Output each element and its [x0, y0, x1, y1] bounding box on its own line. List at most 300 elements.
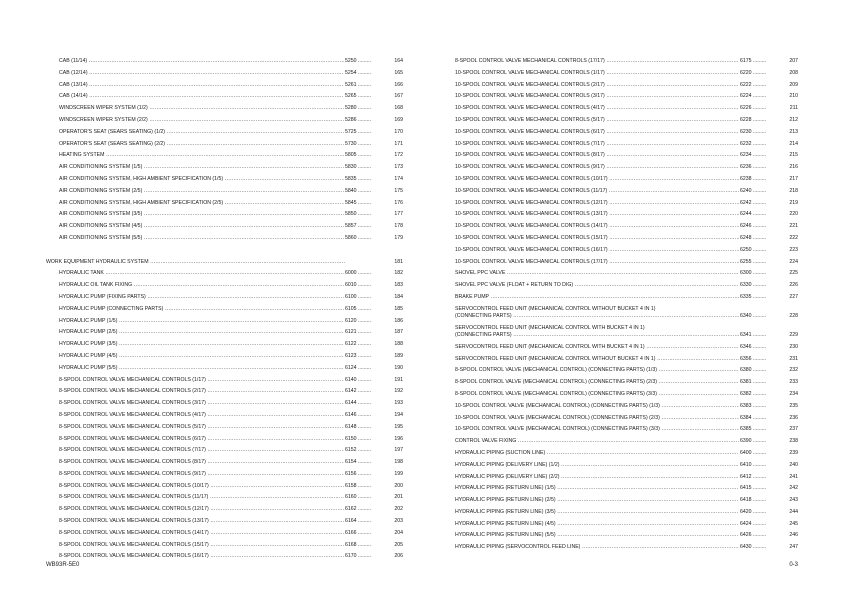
toc-entry[interactable] — [59, 303, 403, 315]
toc-entry-title: OPERATOR'S SEAT (SEARS SEATING) (1/2) ..... — [59, 129, 345, 135]
toc-entry-page: 215 — [784, 152, 798, 158]
toc-entry-page: 169 — [389, 117, 403, 123]
toc-entry-title: 8-SPOOL CONTROL VALVE MECHANICAL CONTROLS (16/17) ..... — [59, 553, 345, 559]
toc-entry[interactable] — [59, 114, 403, 126]
toc-entry[interactable] — [59, 291, 403, 303]
toc-entry-page: 201 — [389, 494, 403, 500]
toc-entry-title: SERVOCONTROL FEED UNIT (MECHANICAL CONTROL WITH BUCKET 4 IN 1) ..... — [455, 344, 740, 350]
toc-entry-title: 8-SPOOL CONTROL VALVE MECHANICAL CONTROLS (13/17) ..... — [59, 518, 345, 524]
toc-entry-page: 203 — [389, 518, 403, 524]
toc-entry[interactable] — [59, 338, 403, 350]
toc-entry-code: 6150 ..... — [344, 436, 371, 442]
toc-entry-page: 197 — [389, 447, 403, 453]
toc-entry-page: 177 — [389, 211, 403, 217]
toc-entry[interactable] — [455, 185, 798, 197]
toc-entry[interactable] — [59, 527, 403, 539]
toc-entry-page: 187 — [389, 329, 403, 335]
toc-entry-code: 6156 ..... — [344, 471, 371, 477]
toc-entry-code: 6335 ..... — [739, 294, 766, 300]
toc-entry-page: 206 — [389, 553, 403, 559]
toc-entry-code: 5250 ..... — [344, 58, 371, 64]
toc-entry-code: 6228 ..... — [739, 117, 766, 123]
toc-entry[interactable] — [46, 256, 403, 268]
toc-entry-page: 172 — [389, 152, 403, 158]
toc-entry-page: 165 — [389, 70, 403, 76]
toc-entry-title: 10-SPOOL CONTROL VALVE MECHANICAL CONTROLS (10/17) ..... — [455, 176, 740, 182]
toc-entry[interactable] — [59, 90, 403, 102]
toc-entry[interactable] — [59, 468, 403, 480]
toc-entry-title: SHOVEL PPC VALVE (FLOAT + RETURN TO DIG) ..... — [455, 282, 740, 288]
toc-entry-page: 221 — [784, 223, 798, 229]
toc-entry-code: 6412 ..... — [739, 474, 766, 480]
toc-entry-title: 10-SPOOL CONTROL VALVE MECHANICAL CONTROLS (5/17) ..... — [455, 117, 740, 123]
toc-entry-page: 192 — [389, 388, 403, 394]
toc-entry-code: 6246 ..... — [739, 223, 766, 229]
toc-entry-code: 5261 ..... — [344, 82, 371, 88]
toc-entry-page: 224 — [784, 259, 798, 265]
toc-entry-title: 8-SPOOL CONTROL VALVE MECHANICAL CONTROLS (8/17) ..... — [59, 459, 345, 465]
toc-entry-code: 6146 ..... — [344, 412, 371, 418]
toc-entry[interactable] — [455, 161, 798, 173]
toc-entry-page: 194 — [389, 412, 403, 418]
toc-entry-page: 234 — [784, 391, 798, 397]
toc-entry-code: 6418 ..... — [739, 497, 766, 503]
toc-entry-title: 8-SPOOL CONTROL VALVE (MECHANICAL CONTROL) (CONNECTING PARTS) (1/3) ..... — [455, 367, 740, 373]
toc-entry-page: 233 — [784, 379, 798, 385]
toc-entry[interactable] — [59, 350, 403, 362]
toc-entry-title: WINDSCREEN WIPER SYSTEM (2/2) ..... — [59, 117, 345, 123]
toc-entry-page: 238 — [784, 438, 798, 444]
toc-entry-page: 227 — [784, 294, 798, 300]
toc-entry[interactable] — [455, 208, 798, 220]
toc-entry-page: 247 — [784, 544, 798, 550]
toc-entry-title: AIR CONDITIONING SYSTEM (3/5) ..... — [59, 211, 345, 217]
toc-entry[interactable] — [59, 409, 403, 421]
toc-entry-code: 6382 ..... — [739, 391, 766, 397]
toc-entry[interactable] — [455, 435, 798, 447]
toc-entry-page: 218 — [784, 188, 798, 194]
toc-entry-page: 211 — [784, 105, 798, 111]
toc-entry-page: 232 — [784, 367, 798, 373]
toc-entry-title: SHOVEL PPC VALVE ..... — [455, 270, 740, 276]
toc-entry[interactable] — [59, 397, 403, 409]
toc-entry-code: 6166 ..... — [344, 530, 371, 536]
toc-entry[interactable] — [455, 447, 798, 459]
toc-entry-page: 245 — [784, 521, 798, 527]
toc-entry[interactable] — [455, 114, 798, 126]
toc-entry[interactable] — [455, 279, 798, 291]
toc-entry-page: 199 — [389, 471, 403, 477]
toc-entry-title: 10-SPOOL CONTROL VALVE MECHANICAL CONTROLS (2/17) ..... — [455, 82, 740, 88]
toc-entry-code: 5254 ..... — [344, 70, 371, 76]
toc-entry-title-continued: (CONNECTING PARTS) ..... — [455, 332, 740, 338]
toc-entry-page: 236 — [784, 415, 798, 421]
toc-entry[interactable] — [59, 102, 403, 114]
toc-entry[interactable] — [455, 291, 798, 303]
toc-entry[interactable] — [455, 364, 798, 376]
toc-entry-title: HYDRAULIC PUMP (2/5) ..... — [59, 329, 345, 335]
toc-entry[interactable] — [455, 494, 798, 506]
toc-entry-title: 8-SPOOL CONTROL VALVE MECHANICAL CONTROLS (9/17) ..... — [59, 471, 345, 477]
toc-entry[interactable] — [455, 232, 798, 244]
toc-entry[interactable] — [59, 503, 403, 515]
toc-entry[interactable] — [455, 506, 798, 518]
toc-entry-code: 6380 ..... — [739, 367, 766, 373]
toc-entry-page: 184 — [389, 294, 403, 300]
toc-entry[interactable] — [59, 149, 403, 161]
toc-entry-title: BRAKE PUMP ..... — [455, 294, 740, 300]
toc-entry-page: 207 — [784, 58, 798, 64]
toc-entry-code: 6248 ..... — [739, 235, 766, 241]
toc-entry-title: AIR CONDITIONING SYSTEM, HIGH AMBIENT SPECIFICATION (2/5) ..... — [59, 200, 345, 206]
toc-entry-title: SERVOCONTROL FEED UNIT (MECHANICAL CONTROL WITH BUCKET 4 IN 1) — [455, 324, 645, 331]
toc-entry-title: CAB (14/14) ..... — [59, 93, 345, 99]
toc-entry-code: 6381 ..... — [739, 379, 766, 385]
toc-entry-page: 174 — [389, 176, 403, 182]
toc-entry-code: 6148 ..... — [344, 424, 371, 430]
toc-entry-title: HYDRAULIC TANK ..... — [59, 270, 345, 276]
toc-entry-code: 6175 ..... — [739, 58, 766, 64]
toc-entry-page: 237 — [784, 426, 798, 432]
toc-right-column — [455, 55, 798, 553]
toc-entry-code: 6420 ..... — [739, 509, 766, 515]
toc-entry[interactable] — [455, 197, 798, 209]
toc-entry-title: HYDRAULIC PUMP (4/5) ..... — [59, 353, 345, 359]
toc-entry-code: 6105 ..... — [344, 306, 371, 312]
toc-entry-code: 6415 ..... — [739, 485, 766, 491]
toc-entry-title: 10-SPOOL CONTROL VALVE MECHANICAL CONTROLS (15/17) ..... — [455, 235, 740, 241]
toc-entry[interactable] — [455, 267, 798, 279]
toc-entry-code: 6142 ..... — [344, 388, 371, 394]
toc-entry-title: AIR CONDITIONING SYSTEM (4/5) ..... — [59, 223, 345, 229]
toc-entry-title: 10-SPOOL CONTROL VALVE MECHANICAL CONTROLS (7/17) ..... — [455, 141, 740, 147]
toc-entry[interactable] — [455, 149, 798, 161]
toc-entry-code: 6122 ..... — [344, 341, 371, 347]
toc-entry-title: 8-SPOOL CONTROL VALVE MECHANICAL CONTROLS (2/17) ..... — [59, 388, 345, 394]
toc-entry-page: 170 — [389, 129, 403, 135]
toc-entry-code: 5845 ..... — [344, 200, 371, 206]
toc-entry-code: 6341 ..... — [739, 332, 766, 338]
toc-entry[interactable] — [59, 267, 403, 279]
toc-entry-page: 229 — [784, 332, 798, 338]
toc-entry-code: 6226 ..... — [739, 105, 766, 111]
toc-entry-title: AIR CONDITIONING SYSTEM (5/5) ..... — [59, 235, 345, 241]
toc-entry-code: 5286 ..... — [344, 117, 371, 123]
toc-entry-code: 6238 ..... — [739, 176, 766, 182]
toc-entry-code: 6230 ..... — [739, 129, 766, 135]
toc-entry-code: 5265 ..... — [344, 93, 371, 99]
toc-entry-page: 242 — [784, 485, 798, 491]
toc-entry-title: 8-SPOOL CONTROL VALVE MECHANICAL CONTROLS (14/17) ..... — [59, 530, 345, 536]
toc-entry-title: AIR CONDITIONING SYSTEM (1/5) ..... — [59, 164, 345, 170]
toc-entry-page: 246 — [784, 532, 798, 538]
toc-entry-title: AIR CONDITIONING SYSTEM, HIGH AMBIENT SPECIFICATION (1/5) ..... — [59, 176, 345, 182]
toc-entry[interactable] — [455, 412, 798, 424]
toc-entry-code: 6158 ..... — [344, 483, 371, 489]
toc-entry[interactable] — [455, 244, 798, 256]
toc-entry-code: 6330 ..... — [739, 282, 766, 288]
toc-entry[interactable] — [59, 480, 403, 492]
toc-entry[interactable] — [455, 256, 798, 268]
toc-entry-code: 6242 ..... — [739, 200, 766, 206]
toc-entry-page: 173 — [389, 164, 403, 170]
toc-entry-title: 8-SPOOL CONTROL VALVE MECHANICAL CONTROLS (12/17) ..... — [59, 506, 345, 512]
toc-entry-code: 6123 ..... — [344, 353, 371, 359]
toc-entry-code: 5805 ..... — [344, 152, 371, 158]
toc-entry-page: 189 — [389, 353, 403, 359]
toc-entry[interactable] — [59, 55, 403, 67]
toc-entry-page: 178 — [389, 223, 403, 229]
toc-entry-title-continued: (CONNECTING PARTS) ..... — [455, 313, 740, 319]
toc-entry[interactable] — [455, 388, 798, 400]
toc-entry-code: 6244 ..... — [739, 211, 766, 217]
toc-entry-page: 195 — [389, 424, 403, 430]
toc-entry-title: CAB (12/14) ..... — [59, 70, 345, 76]
toc-entry-page: 228 — [784, 313, 798, 319]
toc-entry-code: 6255 ..... — [739, 259, 766, 265]
toc-entry[interactable] — [59, 421, 403, 433]
toc-entry[interactable] — [59, 315, 403, 327]
toc-entry-title: 8-SPOOL CONTROL VALVE (MECHANICAL CONTROL) (CONNECTING PARTS) (3/3) ..... — [455, 391, 740, 397]
toc-entry-code: 6162 ..... — [344, 506, 371, 512]
toc-entry-code: 6124 ..... — [344, 365, 371, 371]
toc-entry[interactable] — [59, 515, 403, 527]
toc-entry[interactable] — [455, 79, 798, 91]
toc-entry-code: 6010 ..... — [344, 282, 371, 288]
toc-entry-title: HYDRAULIC PIPING (RETURN LINE) (1/5) ..... — [455, 485, 740, 491]
toc-entry-title: HYDRAULIC PIPING (DELIVERY LINE) (2/2) ..... — [455, 474, 740, 480]
toc-entry[interactable] — [455, 471, 798, 483]
toc-entry-code: 6152 ..... — [344, 447, 371, 453]
toc-entry-title: HYDRAULIC PUMP (CONNECTING PARTS) ..... — [59, 306, 345, 312]
toc-entry-title: WORK EQUIPMENT HYDRAULIC SYSTEM ..... — [46, 259, 345, 265]
toc-entry[interactable] — [455, 400, 798, 412]
toc-entry[interactable] — [59, 444, 403, 456]
toc-entry-title: HYDRAULIC PIPING (RETURN LINE) (5/5) ..... — [455, 532, 740, 538]
toc-entry-title: 8-SPOOL CONTROL VALVE MECHANICAL CONTROLS (3/17) ..... — [59, 400, 345, 406]
toc-entry[interactable] — [59, 173, 403, 185]
toc-entry[interactable] — [59, 208, 403, 220]
toc-entry[interactable] — [59, 491, 403, 503]
toc-entry[interactable] — [455, 341, 798, 353]
toc-entry[interactable] — [59, 456, 403, 468]
toc-entry-title: 10-SPOOL CONTROL VALVE MECHANICAL CONTROLS (6/17) ..... — [455, 129, 740, 135]
toc-entry-page: 168 — [389, 105, 403, 111]
toc-entry-title: 10-SPOOL CONTROL VALVE MECHANICAL CONTROLS (12/17) ..... — [455, 200, 740, 206]
toc-entry[interactable] — [455, 529, 798, 541]
toc-entry-title: 10-SPOOL CONTROL VALVE MECHANICAL CONTROLS (14/17) ..... — [455, 223, 740, 229]
toc-entry-page: 196 — [389, 436, 403, 442]
toc-entry[interactable] — [455, 138, 798, 150]
toc-entry-title: 8-SPOOL CONTROL VALVE MECHANICAL CONTROLS (17/17) ..... — [455, 58, 740, 64]
toc-entry[interactable] — [59, 185, 403, 197]
toc-entry-page: 231 — [784, 356, 798, 362]
toc-entry[interactable] — [455, 541, 798, 553]
toc-entry[interactable] — [59, 138, 403, 150]
toc-entry[interactable] — [455, 173, 798, 185]
toc-entry-page: 243 — [784, 497, 798, 503]
toc-entry-code: 6164 ..... — [344, 518, 371, 524]
toc-entry-title: HYDRAULIC PIPING (SUCTION LINE) ..... — [455, 450, 740, 456]
toc-entry-page: 185 — [389, 306, 403, 312]
toc-entry-page: 209 — [784, 82, 798, 88]
toc-entry-page: 182 — [389, 270, 403, 276]
toc-entry-code: 5857 ..... — [344, 223, 371, 229]
toc-entry[interactable] — [455, 376, 798, 388]
toc-entry[interactable] — [455, 102, 798, 114]
toc-entry-title: HYDRAULIC PIPING (DELIVERY LINE) (1/2) ..... — [455, 462, 740, 468]
toc-entry-page: 230 — [784, 344, 798, 350]
toc-entry-code: 5835 ..... — [344, 176, 371, 182]
toc-entry-title: HYDRAULIC PIPING (RETURN LINE) (4/5) ..... — [455, 521, 740, 527]
toc-entry-page: 171 — [389, 141, 403, 147]
toc-entry-page: 239 — [784, 450, 798, 456]
toc-entry[interactable] — [59, 374, 403, 386]
toc-entry[interactable] — [59, 539, 403, 551]
toc-entry-code: 6100 ..... — [344, 294, 371, 300]
toc-entry[interactable] — [455, 423, 798, 435]
toc-entry-page: 220 — [784, 211, 798, 217]
toc-entry-code: 6240 ..... — [739, 188, 766, 194]
toc-entry-title: 10-SPOOL CONTROL VALVE MECHANICAL CONTROLS (11/17) ..... — [455, 188, 740, 194]
toc-entry[interactable] — [455, 518, 798, 530]
toc-entry-code: 5725 ..... — [344, 129, 371, 135]
toc-entry-title: CONTROL VALVE FIXING ..... — [455, 438, 740, 444]
toc-entry-code: 6121 ..... — [344, 329, 371, 335]
toc-entry-page: 212 — [784, 117, 798, 123]
toc-entry[interactable] — [59, 550, 403, 562]
toc-entry[interactable] — [455, 353, 798, 365]
toc-entry[interactable] — [455, 303, 798, 322]
toc-entry[interactable] — [59, 67, 403, 79]
toc-entry-code: 6340 ..... — [739, 313, 766, 319]
toc-entry-title: 8-SPOOL CONTROL VALVE (MECHANICAL CONTROL) (CONNECTING PARTS) (2/3) ..... — [455, 379, 740, 385]
toc-entry-page: 240 — [784, 462, 798, 468]
toc-entry[interactable] — [455, 67, 798, 79]
toc-entry[interactable] — [455, 220, 798, 232]
toc-entry-code: 6222 ..... — [739, 82, 766, 88]
toc-entry-code: 6424 ..... — [739, 521, 766, 527]
toc-entry[interactable] — [455, 55, 798, 67]
toc-entry-page: 208 — [784, 70, 798, 76]
toc-entry-code: 5280 ..... — [344, 105, 371, 111]
toc-entry-page: 164 — [389, 58, 403, 64]
toc-entry-title: HYDRAULIC PIPING (SERVOCONTROL FEED LINE) ..... — [455, 544, 740, 550]
toc-entry-title: 8-SPOOL CONTROL VALVE MECHANICAL CONTROLS (10/17) ..... — [59, 483, 345, 489]
toc-entry-title: 10-SPOOL CONTROL VALVE (MECHANICAL CONTROL) (CONNECTING PARTS) (1/3) ..... — [455, 403, 740, 409]
toc-entry-title: HYDRAULIC OIL TANK FIXING ..... — [59, 282, 345, 288]
toc-entry-code: 6144 ..... — [344, 400, 371, 406]
toc-left-column — [46, 55, 403, 562]
toc-entry[interactable] — [455, 90, 798, 102]
toc-entry-code: 6000 ..... — [344, 270, 371, 276]
toc-entry-title: HYDRAULIC PUMP (1/5) ..... — [59, 318, 345, 324]
toc-entry-title: 10-SPOOL CONTROL VALVE MECHANICAL CONTROLS (9/17) ..... — [455, 164, 740, 170]
toc-entry-page: 167 — [389, 93, 403, 99]
toc-entry-title: HYDRAULIC PIPING (RETURN LINE) (2/5) ..... — [455, 497, 740, 503]
toc-entry-code: 6220 ..... — [739, 70, 766, 76]
toc-entry-page: 198 — [389, 459, 403, 465]
toc-entry[interactable] — [59, 126, 403, 138]
toc-entry-title: OPERATOR'S SEAT (SEARS SEATING) (2/2) ..... — [59, 141, 345, 147]
toc-entry-code: 6356 ..... — [739, 356, 766, 362]
toc-entry[interactable] — [59, 161, 403, 173]
toc-entry-title: 8-SPOOL CONTROL VALVE MECHANICAL CONTROLS (11/17) ..... — [59, 494, 345, 500]
toc-entry-page: 235 — [784, 403, 798, 409]
toc-entry-page: 191 — [389, 377, 403, 383]
toc-entry-code: 6224 ..... — [739, 93, 766, 99]
toc-entry-code: 5850 ..... — [344, 211, 371, 217]
footer-model: WB93R-5E0 — [46, 562, 80, 568]
toc-entry[interactable] — [59, 385, 403, 397]
toc-entry[interactable] — [455, 482, 798, 494]
toc-entry-code: 6234 ..... — [739, 152, 766, 158]
toc-entry-code: 6160 ..... — [344, 494, 371, 500]
toc-entry-title: 8-SPOOL CONTROL VALVE MECHANICAL CONTROLS (15/17) ..... — [59, 542, 345, 548]
toc-entry-code: 6236 ..... — [739, 164, 766, 170]
toc-entry-title: HYDRAULIC PIPING (RETURN LINE) (3/5) ..... — [455, 509, 740, 515]
toc-entry-title: 10-SPOOL CONTROL VALVE MECHANICAL CONTROLS (3/17) ..... — [455, 93, 740, 99]
toc-entry[interactable] — [59, 279, 403, 291]
toc-entry-title: 10-SPOOL CONTROL VALVE MECHANICAL CONTROLS (13/17) ..... — [455, 211, 740, 217]
toc-entry-code: 6140 ..... — [344, 377, 371, 383]
toc-entry-page: 244 — [784, 509, 798, 515]
toc-entry[interactable] — [59, 232, 403, 244]
toc-entry-code: 5860 ..... — [344, 235, 371, 241]
toc-entry-code: 6430 ..... — [739, 544, 766, 550]
toc-entry[interactable] — [59, 326, 403, 338]
toc-entry-title: 8-SPOOL CONTROL VALVE MECHANICAL CONTROLS (4/17) ..... — [59, 412, 345, 418]
toc-entry-title: 10-SPOOL CONTROL VALVE (MECHANICAL CONTROL) (CONNECTING PARTS) (3/3) ..... — [455, 426, 740, 432]
toc-entry-page: 216 — [784, 164, 798, 170]
toc-entry-title: 8-SPOOL CONTROL VALVE MECHANICAL CONTROLS (5/17) ..... — [59, 424, 345, 430]
toc-entry-title: CAB (13/14) ..... — [59, 82, 345, 88]
toc-entry-title: WINDSCREEN WIPER SYSTEM (1/2) ..... — [59, 105, 345, 111]
toc-entry-title: 10-SPOOL CONTROL VALVE MECHANICAL CONTROLS (4/17) ..... — [455, 105, 740, 111]
toc-entry-code: 6232 ..... — [739, 141, 766, 147]
toc-entry-page: 241 — [784, 474, 798, 480]
toc-entry-page: 219 — [784, 200, 798, 206]
toc-entry[interactable] — [59, 197, 403, 209]
toc-entry-page: 210 — [784, 93, 798, 99]
toc-entry[interactable] — [455, 459, 798, 471]
toc-entry-page: 222 — [784, 235, 798, 241]
toc-entry-page: 166 — [389, 82, 403, 88]
toc-entry-title: HYDRAULIC PUMP (FIXING PARTS) ..... — [59, 294, 345, 300]
toc-entry-code: 6383 ..... — [739, 403, 766, 409]
toc-entry-title: 10-SPOOL CONTROL VALVE MECHANICAL CONTROLS (1/17) ..... — [455, 70, 740, 76]
toc-entry-title: 10-SPOOL CONTROL VALVE MECHANICAL CONTROLS (8/17) ..... — [455, 152, 740, 158]
toc-entry[interactable] — [59, 220, 403, 232]
toc-entry-code: 6400 ..... — [739, 450, 766, 456]
toc-entry-page: 181 — [389, 259, 403, 265]
toc-entry-title: HEATING SYSTEM ..... — [59, 152, 345, 158]
toc-entry[interactable] — [59, 362, 403, 374]
toc-entry-page: 225 — [784, 270, 798, 276]
toc-entry[interactable] — [455, 126, 798, 138]
toc-entry-page: 188 — [389, 341, 403, 347]
toc-entry-title: 10-SPOOL CONTROL VALVE (MECHANICAL CONTROL) (CONNECTING PARTS) (2/3) ..... — [455, 415, 740, 421]
toc-entry-title: 10-SPOOL CONTROL VALVE MECHANICAL CONTROLS (16/17) ..... — [455, 247, 740, 253]
toc-entry-code: 6250 ..... — [739, 247, 766, 253]
toc-entry[interactable] — [59, 79, 403, 91]
toc-entry-page: 175 — [389, 188, 403, 194]
toc-entry-code: 5840 ..... — [344, 188, 371, 194]
toc-entry-code: 6390 ..... — [739, 438, 766, 444]
toc-entry[interactable] — [455, 322, 798, 341]
toc-entry-page: 213 — [784, 129, 798, 135]
toc-entry[interactable] — [59, 433, 403, 445]
